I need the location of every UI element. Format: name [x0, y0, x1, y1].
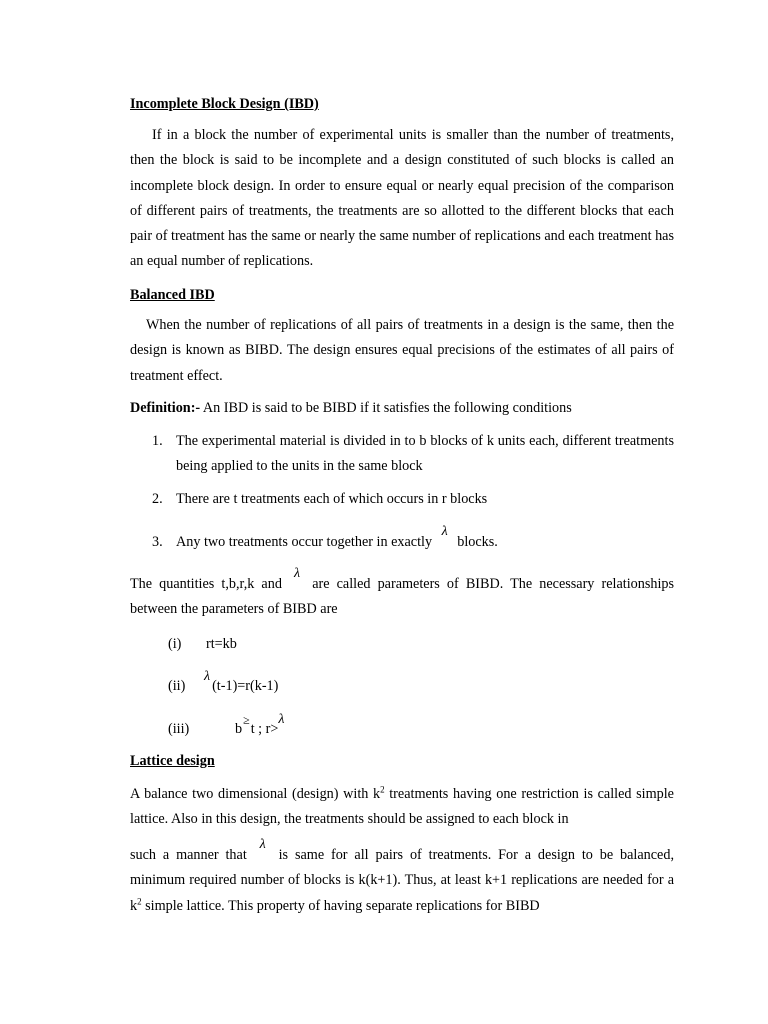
definition-label: Definition:-: [130, 400, 201, 416]
bibd-heading: Balanced IBD: [130, 287, 215, 303]
lattice-text-d: is same for all pairs of treatments. For a design to be balanced, minimum required number of blocks is k(k+1). Thus, at least k+1 replications are needed for a k: [130, 847, 674, 914]
parameters-paragraph: [130, 566, 675, 623]
relation-number: (iii): [168, 721, 190, 737]
condition-text-after: blocks.: [453, 534, 498, 550]
ibd-paragraph: If in a block the number of experimental units is smaller than the number of treatments, then the block is said to be incomplete and a design constituted of such blocks is called an incomplete block design. In order to ensure equal or nearly equal precision of the comparison of different pairs of treatments, the treatments are so allotted to the different blocks that each pair of treatment has the same or nearly the same number of replications and each treatment has an equal number of replications.: [130, 127, 674, 270]
superscript-2: 2: [380, 784, 385, 795]
condition-number: 2.: [152, 491, 163, 507]
relation-iii: [130, 712, 674, 740]
lambda-symbol: λ: [278, 712, 285, 727]
condition-number: 3.: [152, 534, 163, 550]
condition-text: The experimental material is divided in to b blocks of k units each, different treatments being applied to the units in the same block: [176, 433, 674, 475]
relation-equation: [204, 669, 279, 698]
relation-text: (t-1)=r(k-1): [212, 678, 279, 694]
relation-ii: [130, 669, 674, 697]
lattice-heading: Lattice design: [130, 753, 215, 769]
ge-symbol: ≥: [243, 713, 250, 727]
relation-equation: rt=kb: [206, 636, 237, 652]
lattice-text-c: such a manner that: [130, 847, 254, 863]
condition-item-2: [152, 487, 674, 513]
lattice-text-b: treatments having one restriction is called simple lattice. Also in this design, the treatments should be assigned to each block in: [130, 786, 674, 828]
condition-text-before: Any two treatments occur together in exactly: [176, 534, 436, 550]
definition-line: [130, 396, 674, 421]
lattice-text-e: simple lattice. This property of having separate replications for BIBD: [141, 897, 540, 914]
relation-number: (ii): [168, 678, 186, 694]
relation-rest: t ; r>: [250, 721, 279, 737]
lattice-paragraph-1: [130, 782, 674, 833]
condition-number: 1.: [152, 433, 163, 449]
definition-text: An IBD is said to be BIBD if it satisfies the following conditions: [200, 400, 572, 416]
params-text-before: The quantities t,b,r,k and: [130, 576, 290, 592]
lambda-symbol: λ: [441, 524, 448, 539]
ibd-heading: Incomplete Block Design (IBD): [130, 96, 319, 112]
condition-item-3: [152, 524, 674, 556]
lambda-symbol: λ: [294, 566, 301, 581]
lattice-text-a: A balance two dimensional (design) with k: [130, 786, 381, 802]
lattice-paragraph-2: [130, 837, 674, 919]
condition-text: There are t treatments each of which occurs in r blocks: [176, 491, 488, 507]
superscript-2: 2: [137, 895, 142, 906]
relation-equation: [235, 712, 285, 741]
relation-number: (i): [168, 636, 182, 652]
condition-text: [176, 524, 674, 555]
lambda-symbol: λ: [204, 669, 211, 684]
relation-i: [130, 633, 674, 655]
lambda-symbol: λ: [259, 837, 266, 852]
relation-b: b: [235, 721, 243, 737]
params-text-after: are called parameters of BIBD. The necessary relationships between the parameters of BIBD are: [130, 576, 675, 618]
bibd-paragraph: When the number of replications of all pairs of treatments in a design is the same, then the design is known as BIBD. The design ensures equal precisions of the estimates of all pairs of treatment effect.: [130, 317, 674, 384]
condition-item-1: [152, 429, 674, 481]
